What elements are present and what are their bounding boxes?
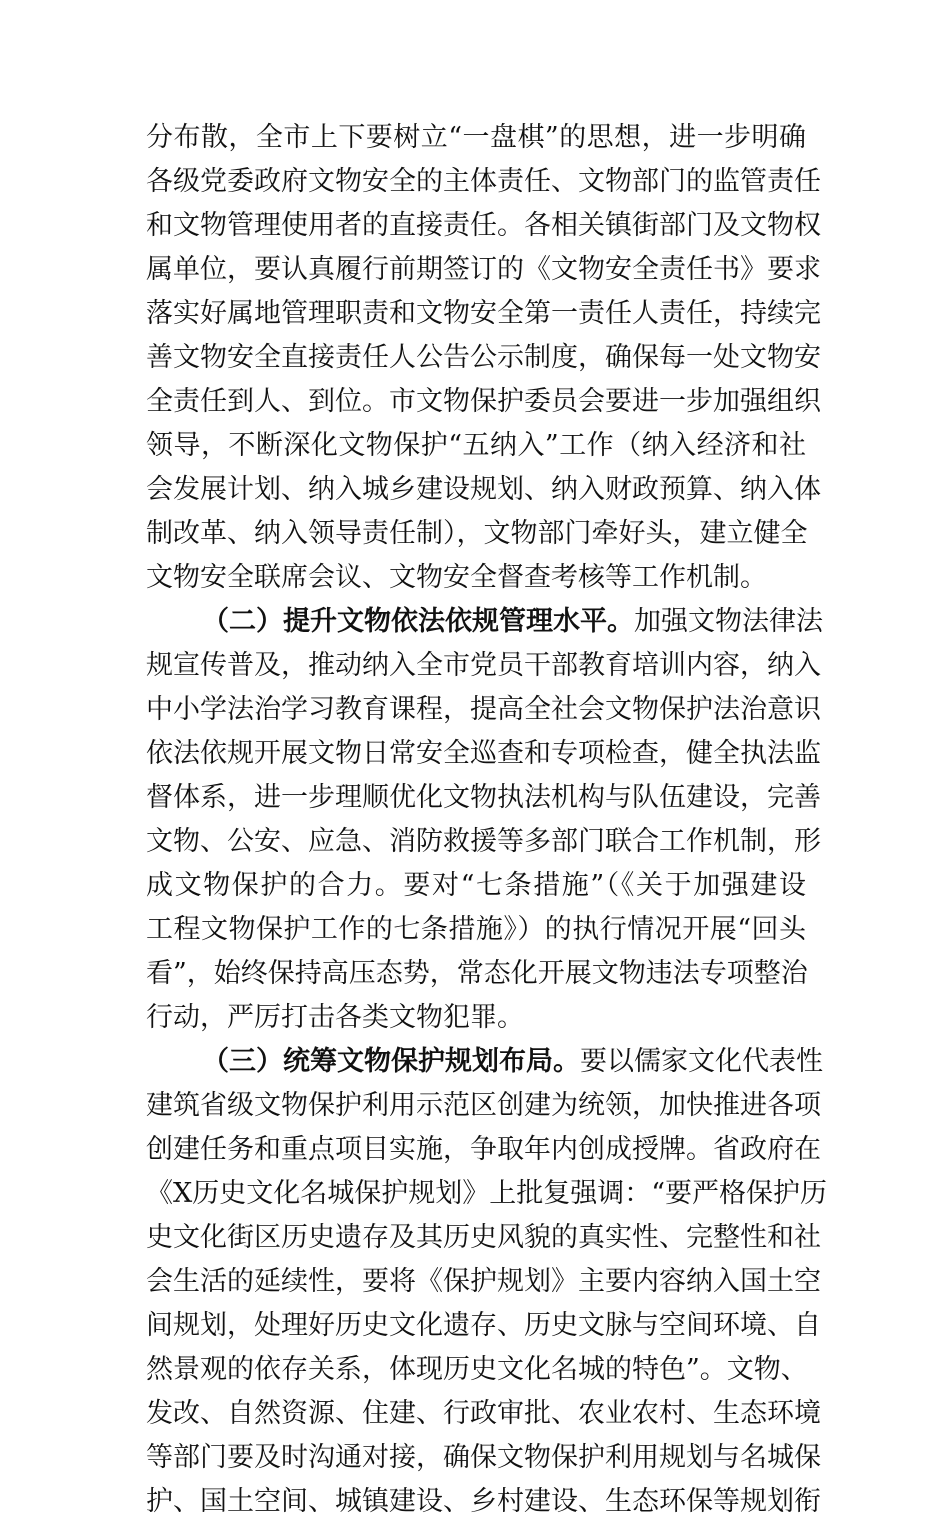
text-line: 行动，严厉打击各类文物犯罪。	[146, 1002, 524, 1033]
text-line: 间规划，处理好历史文化遗存、历史文脉与空间环境、自	[146, 1310, 821, 1341]
paragraph-first-line	[146, 600, 823, 644]
text-line: 成文物保护的合力。要对“七条措施”（《关于加强建设	[146, 870, 806, 901]
text-line: 建筑省级文物保护利用示范区创建为统领，加快推进各项	[146, 1090, 821, 1121]
paragraph-3	[146, 1040, 828, 1524]
section-heading: （二）提升文物依法依规管理水平。	[202, 606, 634, 637]
text-line: 工程文物保护工作的七条措施》）的执行情况开展“回头	[146, 914, 806, 945]
text-line: 等部门要及时沟通对接，确保文物保护利用规划与名城保	[146, 1442, 821, 1473]
text-line: 文物安全联席会议、文物安全督查考核等工作机制。	[146, 562, 767, 593]
text-line: 属单位，要认真履行前期签订的《文物安全责任书》要求	[146, 254, 821, 285]
text-line: 依法依规开展文物日常安全巡查和专项检查，健全执法监	[146, 738, 821, 769]
text-line: 史文化街区历史遗存及其历史风貌的真实性、完整性和社	[146, 1222, 821, 1253]
text-line: 发改、自然资源、住建、行政审批、农业农村、生态环境	[146, 1398, 821, 1429]
text-line: 规宣传普及，推动纳入全市党员干部教育培训内容，纳入	[146, 650, 821, 681]
text-line: 会生活的延续性，要将《保护规划》主要内容纳入国土空	[146, 1266, 821, 1297]
paragraph-first-line	[146, 1040, 823, 1084]
text-line: 落实好属地管理职责和文物安全第一责任人责任，持续完	[146, 298, 821, 329]
text-line: 文物、公安、应急、消防救援等多部门联合工作机制，形	[146, 826, 821, 857]
paragraph-1	[146, 116, 821, 600]
text-line: 各级党委政府文物安全的主体责任、文物部门的监管责任	[146, 166, 821, 197]
text-line: 善文物安全直接责任人公告公示制度，确保每一处文物安	[146, 342, 821, 373]
text-line: 领导，不断深化文物保护“五纳入”工作（纳入经济和社	[146, 430, 806, 461]
paragraph-2	[146, 600, 823, 1040]
text-line: 督体系，进一步理顺优化文物执法机构与队伍建设，完善	[146, 782, 821, 813]
text-line: 《X历史文化名城保护规划》上批复强调：“要严格保护历	[146, 1178, 828, 1209]
text-line: 护、国土空间、城镇建设、乡村建设、生态环保等规划衔	[146, 1486, 821, 1517]
text-line: 中小学法治学习教育课程，提高全社会文物保护法治意识	[146, 694, 821, 725]
text-line: 然景观的依存关系，体现历史文化名城的特色”。文物、	[146, 1354, 808, 1385]
text-line: 分布散，全市上下要树立“一盘棋”的思想，进一步明确	[146, 122, 806, 153]
text-line: 制改革、纳入领导责任制），文物部门牵好头，建立健全	[146, 518, 808, 549]
section-heading: （三）统筹文物保护规划布局。	[202, 1046, 580, 1077]
document-body	[146, 116, 828, 1524]
text-run: 加强文物法律法	[634, 606, 823, 637]
text-line: 创建任务和重点项目实施，争取年内创成授牌。省政府在	[146, 1134, 821, 1165]
text-line: 全责任到人、到位。市文物保护委员会要进一步加强组织	[146, 386, 821, 417]
text-line: 会发展计划、纳入城乡建设规划、纳入财政预算、纳入体	[146, 474, 821, 505]
text-line: 看”，始终保持高压态势，常态化开展文物违法专项整治	[146, 958, 808, 989]
text-line: 和文物管理使用者的直接责任。各相关镇街部门及文物权	[146, 210, 821, 241]
text-run: 要以儒家文化代表性	[580, 1046, 823, 1077]
